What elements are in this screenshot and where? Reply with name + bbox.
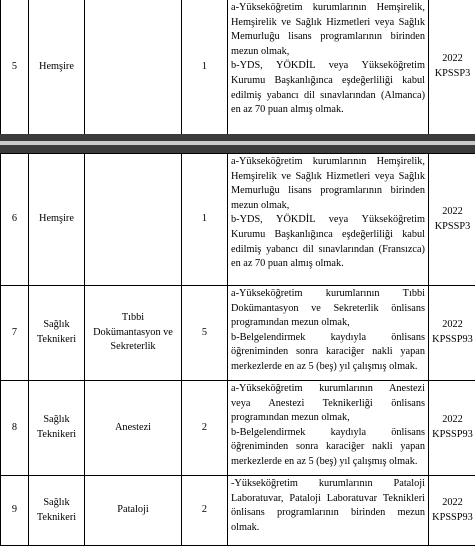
table-row [1, 286, 475, 381]
qualification-line: Hemşirelik ve Sağlık Hizmetleri veya Sağlık [231, 170, 425, 185]
positions-table-bottom [0, 153, 475, 546]
kpss-info [429, 381, 475, 476]
department: Pataloji [85, 476, 182, 546]
position-title: Hemşire [29, 154, 85, 286]
position-count: 1 [182, 154, 228, 286]
qualification-line: Kurumu Başkanlığınca eşdeğerliliği kabul [231, 228, 425, 243]
qualification-line: programından mezun olmak, [231, 411, 425, 426]
position-count: 1 [182, 0, 228, 135]
qualification-line: a-Yükseköğretim kurumlarının Hemşirelik, [231, 155, 425, 170]
table-row [1, 381, 475, 476]
qualification-line: b-YDS, YÖKDİL veya Yükseköğretim [231, 59, 425, 74]
kpss-info [429, 286, 475, 381]
table-row [1, 0, 475, 135]
kpss-year: 2022 [429, 496, 475, 511]
kpss-year: 2022 [429, 318, 475, 333]
kpss-score-type: KPSSP3 [429, 67, 475, 82]
qualification-line: b-YDS, YÖKDİL veya Yükseköğretim [231, 213, 425, 228]
qualification-line: b-Belgelendirmek kaydıyla önlisans [231, 331, 425, 346]
qualification-line: b-Belgelendirmek kaydıyla önlisans [231, 426, 425, 441]
department: Anestezi [85, 381, 182, 476]
position-count: 5 [182, 286, 228, 381]
kpss-info [429, 476, 475, 546]
kpss-info [429, 154, 475, 286]
qualification-line: öğreniminden sonra karaciğer nakli yapan [231, 345, 425, 360]
department [85, 154, 182, 286]
position-title: Sağlık Teknikeri [29, 381, 85, 476]
qualification-line: merkezlerde en az 5 (beş) yıl çalışmış olmak. [231, 360, 425, 375]
kpss-score-type: KPSSP93 [429, 333, 475, 348]
qualification-line: veya Anestezi Teknikerliği önlisans [231, 397, 425, 412]
position-title: Hemşire [29, 0, 85, 135]
kpss-year: 2022 [429, 413, 475, 428]
kpss-info [429, 0, 475, 135]
department: Tıbbi Dokümantasyon ve Sekreterlik [85, 286, 182, 381]
qualification-line: a-Yükseköğretim kurumlarının Hemşirelik, [231, 1, 425, 16]
row-number: 9 [1, 476, 29, 546]
qualifications [228, 154, 429, 286]
qualifications [228, 0, 429, 135]
row-number: 7 [1, 286, 29, 381]
qualification-line: en az 70 puan almış olmak. [231, 257, 425, 272]
qualification-line: Laboratuvar, Pataloji Laboratuvar Teknikleri [231, 492, 425, 507]
table-row [1, 476, 475, 546]
kpss-year: 2022 [429, 52, 475, 67]
qualification-line: Dokümantasyon ve Sekreterlik önlisans [231, 302, 425, 317]
row-number: 5 [1, 0, 29, 135]
qualification-line: a-Yükseköğretim kurumlarının Tıbbi [231, 287, 425, 302]
qualification-line: merkezlerde en az 5 (beş) yıl çalışmış olmak. [231, 455, 425, 470]
page-break-band [0, 134, 475, 153]
position-count: 2 [182, 476, 228, 546]
kpss-score-type: KPSSP93 [429, 428, 475, 443]
qualification-line: edilmiş yabancı dil sınavlarından (Fransızca) [231, 243, 425, 258]
table-row [1, 154, 475, 286]
position-count: 2 [182, 381, 228, 476]
qualifications [228, 381, 429, 476]
qualification-line: Kurumu Başkanlığınca eşdeğerliliği kabul [231, 74, 425, 89]
qualification-line: Hemşirelik ve Sağlık Hizmetleri veya Sağlık [231, 16, 425, 31]
kpss-score-type: KPSSP93 [429, 511, 475, 526]
qualification-line: Memurluğu lisans programlarının birinden [231, 184, 425, 199]
qualification-line: olmak. [231, 521, 425, 536]
qualification-line: Memurluğu lisans programlarının birinden [231, 30, 425, 45]
qualification-line: mezun olmak, [231, 199, 425, 214]
kpss-score-type: KPSSP3 [429, 220, 475, 235]
qualification-line: en az 70 puan almış olmak. [231, 103, 425, 118]
qualifications [228, 476, 429, 546]
qualifications [228, 286, 429, 381]
positions-table-top [0, 0, 475, 135]
qualification-line: öğreniminden sonra karaciğer nakli yapan [231, 440, 425, 455]
qualification-line: önlisans programlarının birinden mezun [231, 506, 425, 521]
department [85, 0, 182, 135]
qualification-line: programından mezun olmak, [231, 316, 425, 331]
qualification-line: mezun olmak, [231, 45, 425, 60]
kpss-year: 2022 [429, 205, 475, 220]
qualification-line: a-Yükseköğretim kurumlarının Anestezi [231, 382, 425, 397]
position-title: Sağlık Teknikeri [29, 476, 85, 546]
row-number: 6 [1, 154, 29, 286]
qualification-line: -Yükseköğretim kurumlarının Pataloji [231, 477, 425, 492]
position-title: Sağlık Teknikeri [29, 286, 85, 381]
row-number: 8 [1, 381, 29, 476]
qualification-line: edilmiş yabancı dil sınavlarından (Almanca) [231, 89, 425, 104]
